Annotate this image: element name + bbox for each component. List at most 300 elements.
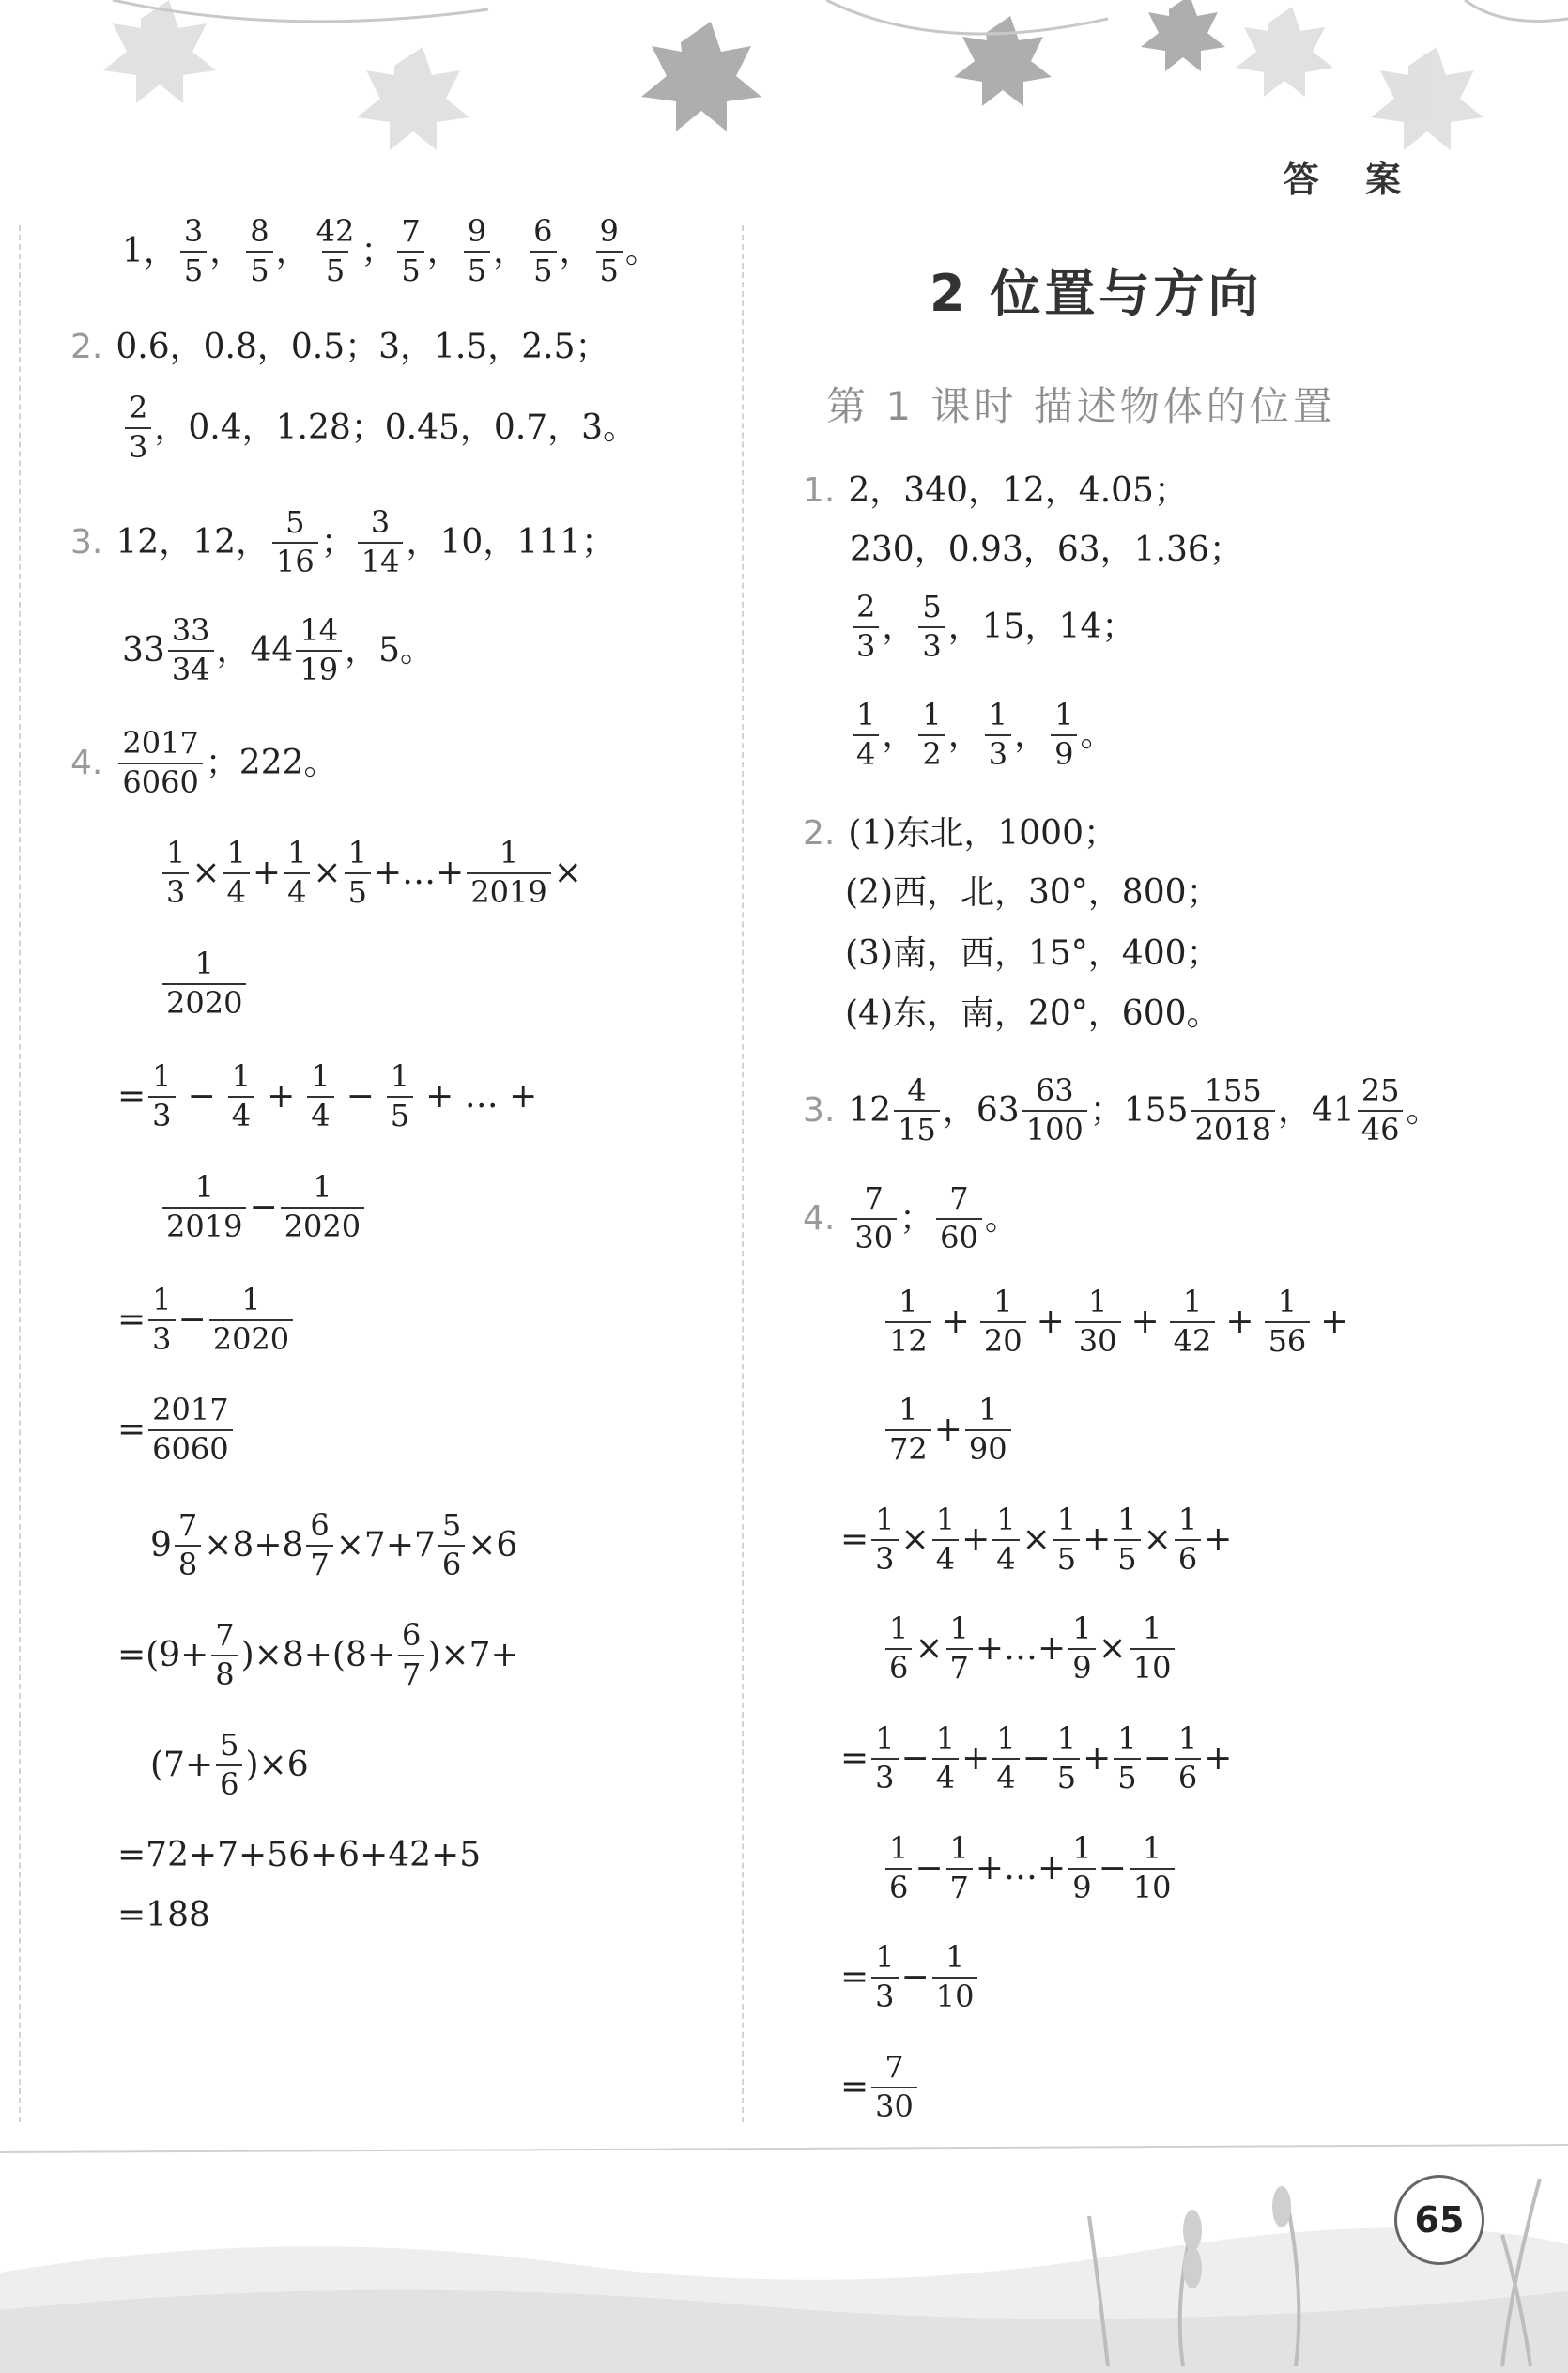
fraction	[345, 835, 371, 910]
denominator: 8	[175, 1545, 201, 1581]
numerator: 1	[875, 1720, 895, 1756]
math-text: =	[840, 1519, 869, 1559]
math-text: +	[1036, 1302, 1065, 1341]
math-text: +	[1225, 1302, 1254, 1341]
denominator: 6	[885, 1868, 912, 1904]
fraction	[387, 1058, 413, 1133]
question-2-line-2	[845, 873, 1221, 912]
math-text: ；	[899, 1198, 934, 1238]
denominator: 9	[1068, 1648, 1095, 1685]
denominator: 3	[853, 626, 879, 663]
math-text: ×	[1143, 1519, 1172, 1559]
fraction	[871, 1939, 898, 2014]
math-text: −	[915, 1848, 944, 1888]
numerator: 3	[183, 213, 204, 249]
fraction	[1175, 1720, 1201, 1795]
question-2-line-1	[803, 814, 1117, 853]
fraction	[1114, 1504, 1140, 1575]
numerator: 1	[1117, 1502, 1137, 1537]
denominator: 6060	[118, 763, 202, 799]
math-text: 230，0.93，63，1.36；	[850, 531, 1243, 569]
numerator: 6	[533, 213, 553, 249]
math-text: ，	[559, 231, 593, 270]
numerator: 7	[864, 1180, 884, 1216]
fraction	[853, 697, 879, 772]
fraction	[272, 504, 318, 579]
fraction	[885, 1392, 931, 1467]
question-1-line-2	[850, 533, 1243, 567]
numerator: 1	[241, 1282, 261, 1317]
numerator: 5	[922, 589, 942, 624]
numerator: 1	[166, 835, 186, 871]
math-text: 。	[624, 231, 659, 270]
fraction	[1130, 1830, 1176, 1905]
calc-step	[150, 1507, 518, 1582]
denominator: 2019	[162, 1207, 246, 1243]
calc-step	[883, 1284, 1356, 1359]
math-text: +	[933, 1410, 962, 1449]
fraction	[216, 1727, 242, 1802]
math-text: −	[177, 1300, 207, 1339]
denominator: 3	[162, 872, 189, 909]
denominator: 2	[918, 734, 945, 771]
numerator: 1	[875, 1939, 895, 1975]
numerator: 1	[996, 1720, 1016, 1756]
denominator: 3	[148, 1319, 175, 1356]
numerator: 1	[899, 1392, 918, 1427]
answer-header-label: 答 案	[1283, 159, 1418, 200]
math-text: +	[1083, 1519, 1112, 1559]
denominator: 72	[885, 1429, 931, 1466]
question-number: 2.	[803, 814, 836, 853]
denominator: 7	[946, 1868, 973, 1904]
denominator: 4	[932, 1758, 959, 1795]
math-text: +…+	[975, 1628, 1067, 1668]
numerator: 1	[313, 1169, 332, 1205]
numerator: 1	[875, 1502, 895, 1537]
fraction	[125, 390, 151, 465]
fraction	[358, 504, 404, 579]
denominator: 10	[1130, 1648, 1176, 1685]
numerator: 1	[922, 697, 942, 732]
numerator: 1	[152, 1282, 172, 1317]
math-text: ，	[209, 231, 244, 270]
math-text: −	[1143, 1738, 1172, 1778]
fraction	[296, 612, 342, 687]
numerator: 1	[1056, 1720, 1077, 1756]
numerator: 14	[300, 612, 339, 648]
denominator: 34	[168, 650, 214, 686]
left-margin-divider	[19, 225, 21, 2122]
fraction	[118, 725, 202, 800]
fraction	[180, 213, 207, 288]
numerator: 1	[1177, 1720, 1198, 1756]
fraction	[530, 213, 556, 288]
denominator: 2020	[281, 1207, 364, 1243]
numerator: 1	[1056, 1502, 1077, 1537]
fraction	[211, 1617, 238, 1692]
math-text: (4)东，南，20°，600。	[845, 994, 1221, 1033]
fraction	[885, 1830, 912, 1905]
denominator: 3	[918, 626, 945, 663]
question-4-line	[803, 1180, 1019, 1256]
denominator: 14	[358, 542, 404, 578]
math-text: ×7+7	[335, 1525, 436, 1564]
math-text: )×6	[245, 1745, 309, 1784]
numerator: 1	[311, 1058, 331, 1094]
denominator: 42	[1170, 1321, 1216, 1358]
math-text: =(9+	[117, 1635, 209, 1674]
numerator: 1	[226, 835, 246, 871]
numerator: 2	[856, 589, 876, 624]
denominator: 2020	[209, 1319, 293, 1356]
fraction	[1022, 1072, 1087, 1148]
numerator: 1	[935, 1720, 956, 1756]
calc-step	[117, 1896, 210, 1934]
math-text: ，	[1014, 715, 1049, 754]
fraction	[1053, 1504, 1080, 1575]
denominator: 6	[885, 1648, 912, 1685]
math-text: ；222。	[205, 743, 338, 782]
numerator: 1	[978, 1392, 998, 1427]
math-text: +	[252, 853, 282, 892]
fraction	[918, 697, 945, 772]
denominator: 12	[885, 1321, 931, 1358]
numerator: 63	[1035, 1072, 1074, 1108]
denominator: 16	[272, 542, 318, 578]
question-3-line	[803, 1072, 1440, 1148]
math-text: ，63	[942, 1090, 1020, 1130]
denominator: 20	[980, 1321, 1026, 1358]
fraction	[596, 213, 623, 288]
page-number: 65	[1394, 2175, 1484, 2265]
fraction	[246, 213, 272, 288]
math-text: −	[249, 1187, 278, 1226]
math-text: ，	[882, 607, 916, 646]
math-text: +…+	[975, 1848, 1067, 1888]
numerator: 1	[899, 1284, 918, 1319]
denominator: 15	[894, 1110, 940, 1147]
denominator: 7	[946, 1648, 973, 1685]
fraction	[985, 697, 1011, 772]
fraction	[281, 1169, 364, 1244]
math-text: 2，340，12，4.05；	[848, 471, 1188, 510]
denominator: 7	[306, 1545, 332, 1581]
numerator: 1	[1087, 1284, 1108, 1319]
denominator: 9	[1051, 734, 1077, 771]
denominator: 5	[464, 251, 490, 287]
fraction	[853, 589, 879, 664]
numerator: 2017	[152, 1392, 229, 1427]
math-text: 。	[1080, 715, 1115, 754]
denominator: 5	[530, 251, 556, 287]
denominator: 30	[871, 2087, 917, 2123]
math-text: −	[346, 1076, 375, 1116]
math-text: =188	[117, 1896, 210, 1934]
fraction	[162, 1169, 246, 1244]
question-1-line-1	[803, 471, 1188, 510]
math-text: −	[900, 1957, 930, 1996]
math-text: (3)南，西，15°，400；	[845, 934, 1221, 973]
math-text: +	[267, 1076, 296, 1116]
fraction	[936, 1180, 982, 1256]
numerator: 1	[499, 835, 519, 871]
math-text: ；	[320, 522, 355, 562]
numerator: 1	[1054, 697, 1074, 732]
denominator: 9	[1068, 1868, 1095, 1904]
denominator: 19	[296, 650, 342, 686]
question-number: 3.	[70, 522, 103, 562]
numerator: 1	[194, 946, 214, 981]
denominator: 6	[1175, 1539, 1201, 1576]
question-1-line-3	[850, 589, 1136, 664]
fraction	[307, 1058, 333, 1133]
denominator: 8	[211, 1655, 238, 1691]
math-text: =	[840, 1738, 869, 1778]
numerator: 1	[1182, 1284, 1203, 1319]
calc-step	[160, 835, 582, 910]
math-text: ×	[915, 1628, 944, 1668]
fraction	[397, 213, 423, 288]
numerator: 7	[401, 213, 421, 249]
math-text: ，10，111；	[406, 522, 615, 562]
fraction	[1130, 1610, 1176, 1686]
math-text: +	[961, 1738, 991, 1778]
answer-line	[122, 213, 659, 288]
fraction	[148, 1282, 175, 1357]
math-text: ×	[900, 1519, 930, 1559]
math-text: )×8+(8+	[240, 1635, 396, 1674]
math-text: =	[117, 1076, 146, 1116]
denominator: 6	[438, 1545, 465, 1581]
calc-step	[883, 1392, 1014, 1467]
numerator: 7	[884, 2049, 904, 2085]
denominator: 7	[398, 1655, 424, 1691]
math-text: ；155	[1089, 1090, 1189, 1130]
denominator: 10	[1130, 1868, 1176, 1904]
denominator: 46	[1358, 1110, 1404, 1147]
math-text: 12	[848, 1090, 892, 1130]
fraction	[1068, 1610, 1095, 1686]
math-text: +	[1320, 1302, 1349, 1341]
calc-step	[840, 2049, 920, 2124]
denominator: 3	[148, 1096, 175, 1133]
denominator: 4	[223, 872, 250, 909]
denominator: 2018	[1191, 1110, 1275, 1147]
calc-step	[160, 948, 249, 1019]
numerator: 1	[1072, 1610, 1092, 1646]
question-2-line-2	[122, 390, 638, 465]
numerator: 1	[1277, 1284, 1298, 1319]
math-text: =	[840, 1957, 869, 1996]
fraction	[162, 835, 189, 910]
denominator: 10	[932, 1977, 978, 2013]
math-text: =72+7+56+6+42+5	[117, 1836, 482, 1874]
numerator: 1	[231, 1058, 252, 1094]
fraction	[894, 1072, 940, 1148]
math-text: ×8+8	[204, 1525, 304, 1564]
fraction	[162, 948, 246, 1019]
calc-step	[883, 1610, 1177, 1686]
fraction	[885, 1610, 912, 1686]
column-divider	[742, 225, 744, 2122]
question-number: 4.	[70, 743, 103, 782]
fraction	[313, 213, 359, 288]
denominator: 3	[125, 427, 151, 464]
fraction	[992, 1504, 1019, 1575]
math-text: +	[941, 1302, 970, 1341]
math-text: ，15，14；	[947, 607, 1136, 646]
fraction	[1175, 1504, 1201, 1575]
numerator: 3	[370, 504, 391, 540]
calc-step	[883, 1830, 1177, 1905]
section-title: 2 位置与方向	[930, 264, 1263, 323]
math-text: =	[840, 2067, 869, 2106]
denominator: 6	[216, 1764, 242, 1801]
fraction	[932, 1939, 978, 2014]
math-text: ，	[426, 231, 461, 270]
calc-step	[117, 1058, 538, 1133]
calc-step	[117, 1617, 519, 1692]
fraction	[1114, 1720, 1140, 1795]
numerator: 1	[993, 1284, 1013, 1319]
denominator: 100	[1022, 1110, 1087, 1147]
denominator: 2019	[467, 872, 550, 909]
fraction	[464, 213, 490, 288]
math-text: 。	[1406, 1090, 1440, 1130]
denominator: 5	[322, 251, 348, 287]
calc-step	[150, 1727, 309, 1802]
fraction	[223, 835, 250, 910]
fraction	[851, 1180, 897, 1256]
fraction	[438, 1507, 465, 1582]
math-text: ，	[493, 231, 528, 270]
fraction	[871, 1504, 898, 1575]
calc-step	[117, 1836, 482, 1874]
numerator: 1	[996, 1502, 1016, 1537]
denominator: 4	[992, 1539, 1019, 1576]
denominator: 4	[853, 734, 879, 771]
denominator: 5	[180, 251, 207, 287]
numerator: 1	[152, 1058, 172, 1094]
denominator: 2020	[162, 983, 246, 1020]
fraction	[932, 1720, 959, 1795]
denominator: 3	[985, 734, 1011, 771]
math-text: =	[117, 1410, 146, 1449]
question-number: 2.	[70, 328, 103, 366]
denominator: 6	[1175, 1758, 1201, 1795]
numerator: 1	[1142, 1610, 1162, 1646]
denominator: 56	[1265, 1321, 1311, 1358]
calc-step	[117, 1282, 296, 1357]
numerator: 1	[949, 1610, 969, 1646]
lesson-title: 第 1 课时 描述物体的位置	[826, 383, 1336, 429]
question-2-line-1	[70, 328, 609, 366]
math-text: −	[1098, 1848, 1127, 1888]
fraction	[467, 835, 550, 910]
calc-step	[117, 1392, 236, 1467]
calc-step	[840, 1720, 1233, 1795]
denominator: 5	[596, 251, 623, 287]
numerator: 7	[215, 1617, 235, 1653]
math-text: 9	[150, 1525, 172, 1564]
question-3-line-1	[70, 504, 615, 579]
question-2-line-4	[845, 994, 1221, 1033]
question-4-line-1	[70, 725, 338, 800]
math-text: ，41	[1277, 1090, 1355, 1130]
denominator: 60	[936, 1218, 982, 1255]
question-2-line-3	[845, 934, 1221, 973]
fraction	[168, 612, 214, 687]
denominator: 4	[284, 872, 310, 909]
fraction	[148, 1392, 232, 1467]
denominator: 3	[871, 1758, 898, 1795]
math-text: (1)东北，1000；	[848, 814, 1117, 853]
numerator: 2017	[122, 725, 199, 761]
calc-step	[840, 1504, 1232, 1575]
fraction	[871, 2049, 917, 2124]
numerator: 25	[1360, 1072, 1400, 1108]
question-number: 1.	[803, 471, 836, 510]
math-text: ，5。	[345, 630, 434, 670]
math-text: (7+	[150, 1745, 214, 1784]
question-number: 4.	[803, 1198, 836, 1238]
math-text: ×	[1098, 1628, 1127, 1668]
fraction	[284, 835, 310, 910]
numerator: 1	[1117, 1720, 1137, 1756]
numerator: 4	[907, 1072, 927, 1108]
denominator: 3	[871, 1977, 898, 2013]
denominator: 6060	[148, 1429, 232, 1466]
math-text: ；	[361, 231, 395, 270]
math-text: +	[1130, 1302, 1160, 1341]
math-text: +	[961, 1519, 991, 1559]
numerator: 9	[599, 213, 619, 249]
fraction	[918, 589, 945, 664]
fraction	[1053, 1720, 1080, 1795]
math-text: ×	[313, 853, 342, 892]
fraction	[871, 1720, 898, 1795]
numerator: 1	[935, 1502, 956, 1537]
math-text: ，	[947, 715, 982, 754]
fraction	[398, 1617, 424, 1692]
numerator: 6	[310, 1507, 330, 1543]
math-text: ，	[275, 231, 310, 270]
numerator: 1	[287, 835, 307, 871]
math-text: ，44	[216, 630, 294, 670]
numerator: 5	[285, 504, 305, 540]
math-text: −	[1022, 1738, 1051, 1778]
math-text: 0.6，0.8，0.5；3，1.5，2.5；	[115, 328, 609, 366]
denominator: 5	[387, 1096, 413, 1133]
denominator: 4	[307, 1096, 333, 1133]
math-text: ×	[192, 853, 221, 892]
denominator: 3	[871, 1539, 898, 1576]
math-text: ×6	[468, 1525, 518, 1564]
math-text: (2)西，北，30°，800；	[845, 873, 1221, 912]
numerator: 155	[1204, 1072, 1262, 1108]
leaf-decoration-top	[0, 0, 1568, 160]
question-1-line-4	[850, 697, 1115, 772]
fraction	[1265, 1284, 1311, 1359]
denominator: 5	[246, 251, 272, 287]
math-text: ，	[882, 715, 916, 754]
denominator: 5	[1114, 1539, 1140, 1576]
numerator: 1	[390, 1058, 410, 1094]
fraction	[965, 1392, 1011, 1467]
denominator: 5	[1053, 1539, 1080, 1576]
denominator: 30	[851, 1218, 897, 1255]
